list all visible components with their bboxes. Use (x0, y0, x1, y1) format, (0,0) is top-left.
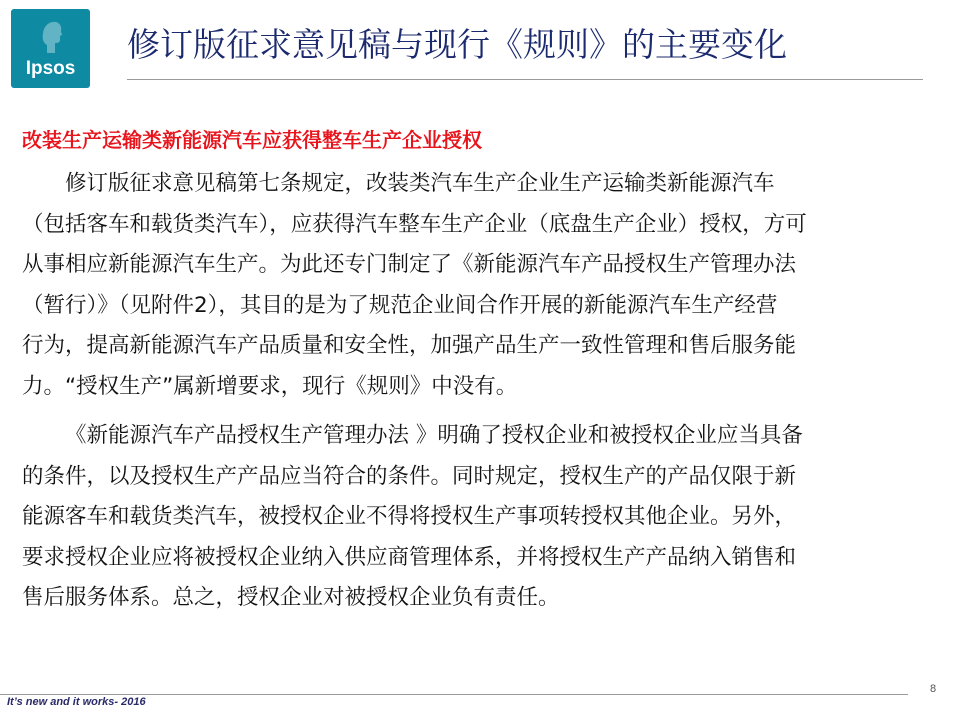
footer-tagline: It’s new and it works- 2016 (7, 696, 146, 708)
text-line: 的条件，以及授权生产产品应当符合的条件。同时规定，授权生产的产品仅限于新 (22, 463, 797, 489)
slide-title: 修订版征求意见稿与现行《规则》的主要变化 (127, 25, 787, 64)
text-line: （暂行）》（见附件2），其目的是为了规范企业间合作开展的新能源汽车生产经营 (22, 292, 778, 318)
title-divider (127, 79, 923, 80)
head-silhouette-icon (41, 19, 63, 53)
footer-divider (0, 694, 908, 695)
paragraph-management-measures (22, 416, 940, 619)
section-heading: 改装生产运输类新能源汽车应获得整车生产企业授权 (22, 128, 482, 152)
paragraph-authorization-rule (22, 164, 940, 407)
text-line: （包括客车和载货类汽车），应获得汽车整车生产企业（底盘生产企业）授权，方可 (22, 211, 807, 237)
text-line: 《新能源汽车产品授权生产管理办法 》明确了授权企业和被授权企业应当具备 (65, 423, 803, 448)
text-line: 力。“授权生产”属新增要求，现行《规则》中没有。 (22, 373, 518, 399)
page-number: 8 (930, 683, 937, 695)
slide-body (22, 120, 940, 619)
text-line: 要求授权企业应将被授权企业纳入供应商管理体系，并将授权生产产品纳入销售和 (22, 544, 797, 570)
logo-wordmark: Ipsos (25, 58, 76, 79)
ipsos-logo (11, 9, 90, 88)
text-line: 售后服务体系。总之，授权企业对被授权企业负有责任。 (22, 585, 560, 610)
text-line: 能源客车和载货类汽车，被授权企业不得将授权生产事项转授权其他企业。另外， (22, 504, 797, 529)
text-line: 修订版征求意见稿第七条规定，改装类汽车生产企业生产运输类新能源汽车 (65, 171, 775, 196)
text-line: 从事相应新能源汽车生产。为此还专门制定了《新能源汽车产品授权生产管理办法 (22, 252, 797, 277)
text-line: 行为，提高新能源汽车产品质量和安全性，加强产品生产一致性管理和售后服务能 (22, 333, 797, 358)
